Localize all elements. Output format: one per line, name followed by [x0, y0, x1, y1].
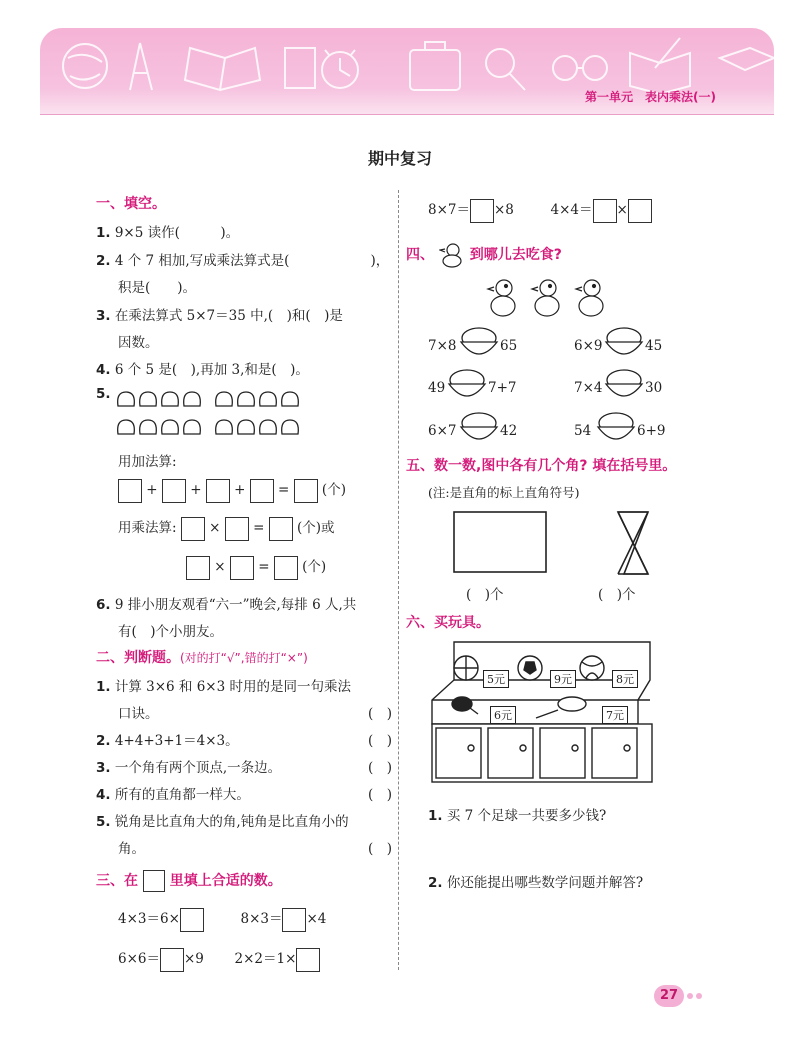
pen-icon	[655, 38, 680, 68]
judge-item-5: 5. 锐角是比直角大的角,钝角是比直角小的	[96, 814, 349, 830]
price-tag-basketball: 5元	[483, 670, 509, 688]
judge-item-2: 2. 4+4+3+1＝4×3。 ( )	[96, 729, 392, 756]
answer-box[interactable]	[294, 479, 318, 503]
section-3-title: 三、在 里填上合适的数。	[96, 870, 282, 892]
page-title: 期中复习	[367, 149, 432, 168]
price-tag-soccer: 9元	[550, 670, 576, 688]
peach-icons	[118, 392, 299, 434]
mul-equation-2: × = (个)	[186, 555, 326, 580]
bowl-right-5: 42	[500, 423, 518, 439]
chicks-illustration	[486, 278, 626, 320]
notebook-icon	[285, 48, 315, 88]
answer-box[interactable]	[274, 556, 298, 580]
judge-item-5-line2: 角。 ( )	[96, 837, 392, 864]
section-4-title: 四、 到哪儿去吃食?	[406, 242, 562, 268]
rice-bowl-icon[interactable]	[603, 326, 645, 362]
answer-box[interactable]	[160, 948, 184, 972]
answer-box[interactable]	[470, 199, 494, 223]
globe-icon	[63, 44, 107, 88]
globe-lines	[68, 55, 102, 80]
answer-box[interactable]	[250, 479, 274, 503]
q6-2: 2. 你还能提出哪些数学问题并解答?	[428, 875, 644, 891]
chick-icon	[532, 280, 559, 316]
add-method-label: 用加法算:	[118, 454, 177, 470]
bowl-right-2: 45	[645, 338, 663, 354]
rice-bowl-icon[interactable]	[603, 368, 645, 404]
answer-box[interactable]	[593, 199, 617, 223]
q1-5-number: 5.	[96, 386, 111, 402]
ping-pong-paddle-icon	[452, 697, 472, 711]
judge-item-3: 3. 一个角有两个顶点,一条边。 ( )	[96, 756, 392, 783]
book-icon	[185, 48, 260, 90]
q6-1: 1. 买 7 个足球一共要多少钱?	[428, 808, 607, 824]
page-dot	[687, 993, 693, 999]
section-6-title: 六、买玩具。	[406, 615, 490, 631]
judge-answer-paren[interactable]: ( )	[367, 787, 392, 803]
answer-box[interactable]	[282, 908, 306, 932]
bowl-right-4: 30	[645, 380, 663, 396]
bowl-left-6: 54	[574, 423, 592, 439]
rice-bowl-icon[interactable]	[595, 411, 637, 447]
compass-icon	[130, 43, 152, 90]
q1-2-line1: 2. 4 个 7 相加,写成乘法算式是( )，	[96, 253, 390, 269]
answer-box[interactable]	[186, 556, 210, 580]
bowl-right-3: 7+7	[488, 380, 517, 396]
rice-bowl-icon[interactable]	[446, 368, 488, 404]
judge-item-4: 4. 所有的直角都一样大。 ( )	[96, 783, 392, 810]
chick-icon	[439, 242, 465, 268]
schoolbag-icon	[410, 50, 460, 90]
q1-4: 4. 6 个 5 是( ),再加 3,和是( )。	[96, 362, 309, 378]
q1-3-line2: 因数。	[118, 335, 159, 351]
magnifier-icon	[486, 49, 514, 77]
fill-row-2: 6×6＝ ×9 2×2＝1×	[118, 947, 320, 972]
judge-answer-paren[interactable]: ( )	[367, 733, 392, 749]
bowl-left-1: 7×8	[428, 338, 457, 354]
bowl-left-2: 6×9	[574, 338, 603, 354]
q1-6-line1: 6. 9 排小朋友观看“六一”晚会,每排 6 人,共	[96, 597, 357, 613]
fill-row-0: 8×7＝ ×8 4×4＝ ×	[428, 198, 652, 223]
judge-item-1: 1. 计算 3×6 和 6×3 时用的是同一句乘法	[96, 679, 351, 695]
section-5-note: (注:是直角的标上直角符号)	[428, 485, 580, 500]
answer-box[interactable]	[269, 517, 293, 541]
bowl-right-6: 6+9	[637, 423, 666, 439]
sample-box-icon	[143, 870, 165, 892]
add-equation: + + + = (个)	[118, 478, 346, 503]
q1-2-line2: 积是( )。	[118, 280, 197, 296]
unit-label: 第一单元 表内乘法(一)	[585, 90, 716, 104]
angle-answer-2[interactable]: ( )个	[598, 587, 636, 603]
page-dot	[696, 993, 702, 999]
rectangle-shape	[454, 512, 546, 572]
bowl-left-3: 49	[428, 380, 446, 396]
answer-box[interactable]	[206, 479, 230, 503]
answer-box[interactable]	[180, 908, 204, 932]
answer-box[interactable]	[230, 556, 254, 580]
judge-item-1-line2: 口诀。 ( )	[96, 702, 392, 729]
bowl-right-1: 65	[500, 338, 518, 354]
judge-answer-paren[interactable]: ( )	[367, 841, 392, 857]
answer-box[interactable]	[296, 948, 320, 972]
q1-1: 1. 9×5 读作( )。	[96, 225, 240, 241]
bowl-left-5: 6×7	[428, 423, 457, 439]
answer-box[interactable]	[181, 517, 205, 541]
mul-equation-1: 用乘法算: × = (个)或	[118, 516, 335, 541]
graduation-cap-icon	[720, 48, 774, 70]
answer-box[interactable]	[225, 517, 249, 541]
price-tag-volleyball: 8元	[612, 670, 638, 688]
glasses-icon	[553, 56, 577, 80]
section-1-title: 一、填空。	[96, 196, 166, 212]
answer-box[interactable]	[162, 479, 186, 503]
chick-icon	[576, 280, 603, 316]
fill-row-1: 4×3＝6× 8×3＝ ×4	[118, 907, 326, 932]
price-tag-racket: 7元	[602, 706, 628, 724]
peach-groups-illustration	[114, 384, 314, 442]
q1-6-line2: 有( )个小朋友。	[118, 624, 224, 640]
judge-answer-paren[interactable]: ( )	[367, 760, 392, 776]
judge-answer-paren[interactable]: ( )	[367, 706, 392, 722]
judge-list	[96, 675, 392, 864]
rice-bowl-icon[interactable]	[458, 411, 500, 447]
q1-3-line1: 3. 在乘法算式 5×7＝35 中,( )和( )是	[96, 308, 343, 324]
answer-box[interactable]	[118, 479, 142, 503]
toy-shelf-illustration	[426, 640, 660, 785]
banner-underline	[40, 114, 774, 115]
angle-shapes	[452, 510, 682, 576]
angle-answer-1[interactable]: ( )个	[466, 587, 504, 603]
page-number: 27	[654, 985, 684, 1007]
bowl-left-4: 7×4	[574, 380, 603, 396]
price-tag-paddle: 6元	[490, 706, 516, 724]
chick-icon	[488, 280, 515, 316]
answer-box[interactable]	[628, 199, 652, 223]
section-2-title: 二、判断题。(对的打“√”,错的打“×”)	[96, 650, 308, 666]
column-divider	[398, 190, 399, 970]
section-5-title: 五、数一数,图中各有几个角? 填在括号里。	[406, 458, 677, 474]
rice-bowl-icon[interactable]	[458, 326, 500, 362]
